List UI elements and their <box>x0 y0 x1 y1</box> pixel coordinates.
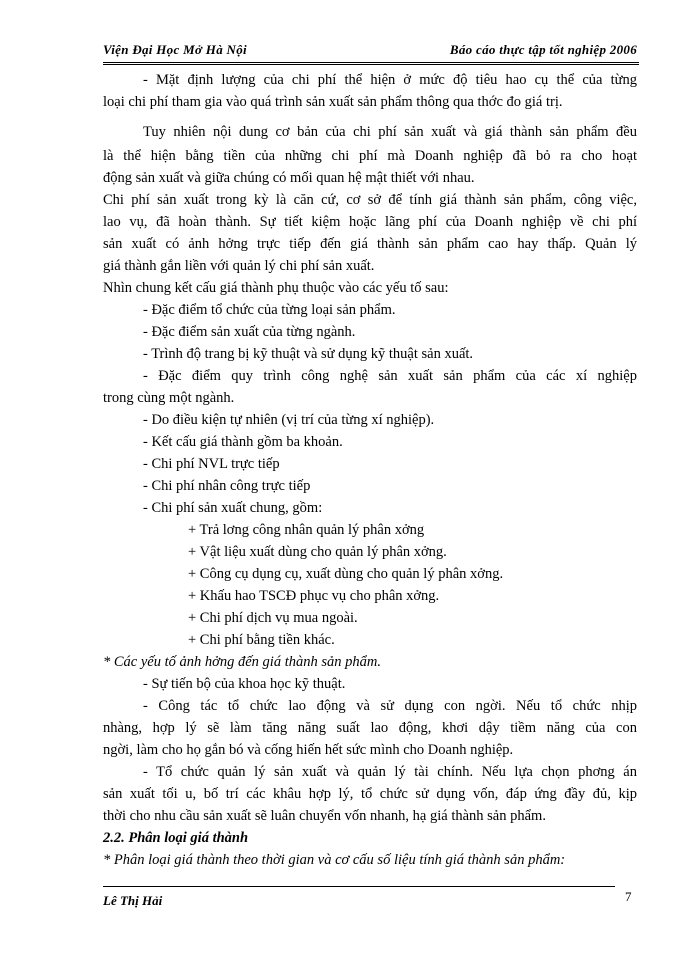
header-institution: Viện Đại Học Mở Hà Nội <box>103 42 247 57</box>
section-note: * Các yếu tố ảnh hởng đến giá thành sản phẩm. <box>103 654 381 670</box>
page-number: 7 <box>625 889 632 904</box>
body-line: lao vụ, đã hoàn thành. Sự tiết kiệm hoặc lãng phí của Doanh nghiệp về chi phí <box>103 214 637 230</box>
list-item: - Đặc điểm sản xuất của từng ngành. <box>143 324 356 340</box>
section-note: * Phân loại giá thành theo thời gian và cơ cấu số liệu tính giá thành sản phẩm: <box>103 852 566 868</box>
body-line: Chi phí sản xuất trong kỳ là căn cứ, cơ sở để tính giá thành sản phẩm, công việc, <box>103 192 637 208</box>
sub-list-item: + Chi phí dịch vụ mua ngoài. <box>188 610 358 626</box>
list-item: - Đặc điểm tổ chức của từng loại sản phẩm. <box>143 302 396 318</box>
sub-list-item: + Công cụ dụng cụ, xuất dùng cho quản lý phân xởng. <box>188 566 504 582</box>
list-item: - Kết cấu giá thành gồm ba khoản. <box>143 434 343 450</box>
body-line: ngời, làm cho họ gắn bó và cống hiến hết sức mình cho Doanh nghiệp. <box>103 742 514 758</box>
list-item: - Công tác tổ chức lao động và sử dụng con ngời. Nếu tổ chức nhịp <box>143 698 637 714</box>
footer-divider <box>103 886 615 887</box>
page-header <box>103 38 639 65</box>
body-line: thời cho nhu cầu sản xuất sẽ luân chuyển vốn nhanh, hạ giá thành sản phẩm. <box>103 808 546 824</box>
list-item: - Trình độ trang bị kỹ thuật và sử dụng kỹ thuật sản xuất. <box>143 346 474 362</box>
body-line: - Mặt định lượng của chi phí thể hiện ở mức độ tiêu hao cụ thể của từng <box>143 72 637 88</box>
body-line: sản xuất tối u, bố trí các khâu hợp lý, tổ chức sử dụng vốn, đáp ứng đầy đủ, kịp <box>103 786 637 802</box>
list-item: - Đặc điểm quy trình công nghệ sản xuất sản phẩm của các xí nghiệp <box>143 368 637 384</box>
header-report-title: Báo cáo thực tập tốt nghiệp 2006 <box>449 42 637 57</box>
body-line: là thể hiện bằng tiền của những chi phí mà Doanh nghiệp đã bỏ ra cho hoạt <box>103 148 637 164</box>
sub-list-item: + Khấu hao TSCĐ phục vụ cho phân xởng. <box>188 588 440 604</box>
list-item: - Chi phí NVL trực tiếp <box>143 456 280 472</box>
sub-list-item: + Trả lơng công nhân quản lý phân xởng <box>188 522 425 538</box>
list-item: - Tổ chức quản lý sản xuất và quản lý tài chính. Nếu lựa chọn phơng án <box>143 764 637 780</box>
body-line: sản xuất có ảnh hởng trực tiếp đến giá thành sản phẩm cao hay thấp. Quản lý <box>103 236 637 252</box>
list-item: - Chi phí nhân công trực tiếp <box>143 478 311 494</box>
sub-list-item: + Chi phí bằng tiền khác. <box>188 632 335 648</box>
list-item: - Chi phí sản xuất chung, gồm: <box>143 500 323 516</box>
sub-list-item: + Vật liệu xuất dùng cho quản lý phân xởng. <box>188 544 447 560</box>
body-line: Tuy nhiên nội dung cơ bản của chi phí sản xuất và giá thành sản phẩm đều <box>143 124 637 140</box>
footer-author: Lê Thị Hải <box>103 893 163 908</box>
body-line: Nhìn chung kết cấu giá thành phụ thuộc vào các yếu tố sau: <box>103 280 449 296</box>
body-line: loại chi phí tham gia vào quá trình sản xuất sản phẩm thông qua thớc đo giá trị. <box>103 94 563 110</box>
body-line: nhàng, hợp lý sẽ làm tăng năng suất lao động, khơi dậy tiềm năng của con <box>103 720 637 736</box>
list-item: - Sự tiến bộ của khoa học kỹ thuật. <box>143 676 346 692</box>
section-heading: 2.2. Phân loại giá thành <box>103 830 249 846</box>
body-line: trong cùng một ngành. <box>103 390 235 406</box>
body-line: giá thành gắn liền với quản lý chi phí sản xuất. <box>103 258 375 274</box>
body-line: động sản xuất và giữa chúng có mối quan hệ mật thiết với nhau. <box>103 170 475 186</box>
list-item: - Do điều kiện tự nhiên (vị trí của từng xí nghiệp). <box>143 412 435 428</box>
